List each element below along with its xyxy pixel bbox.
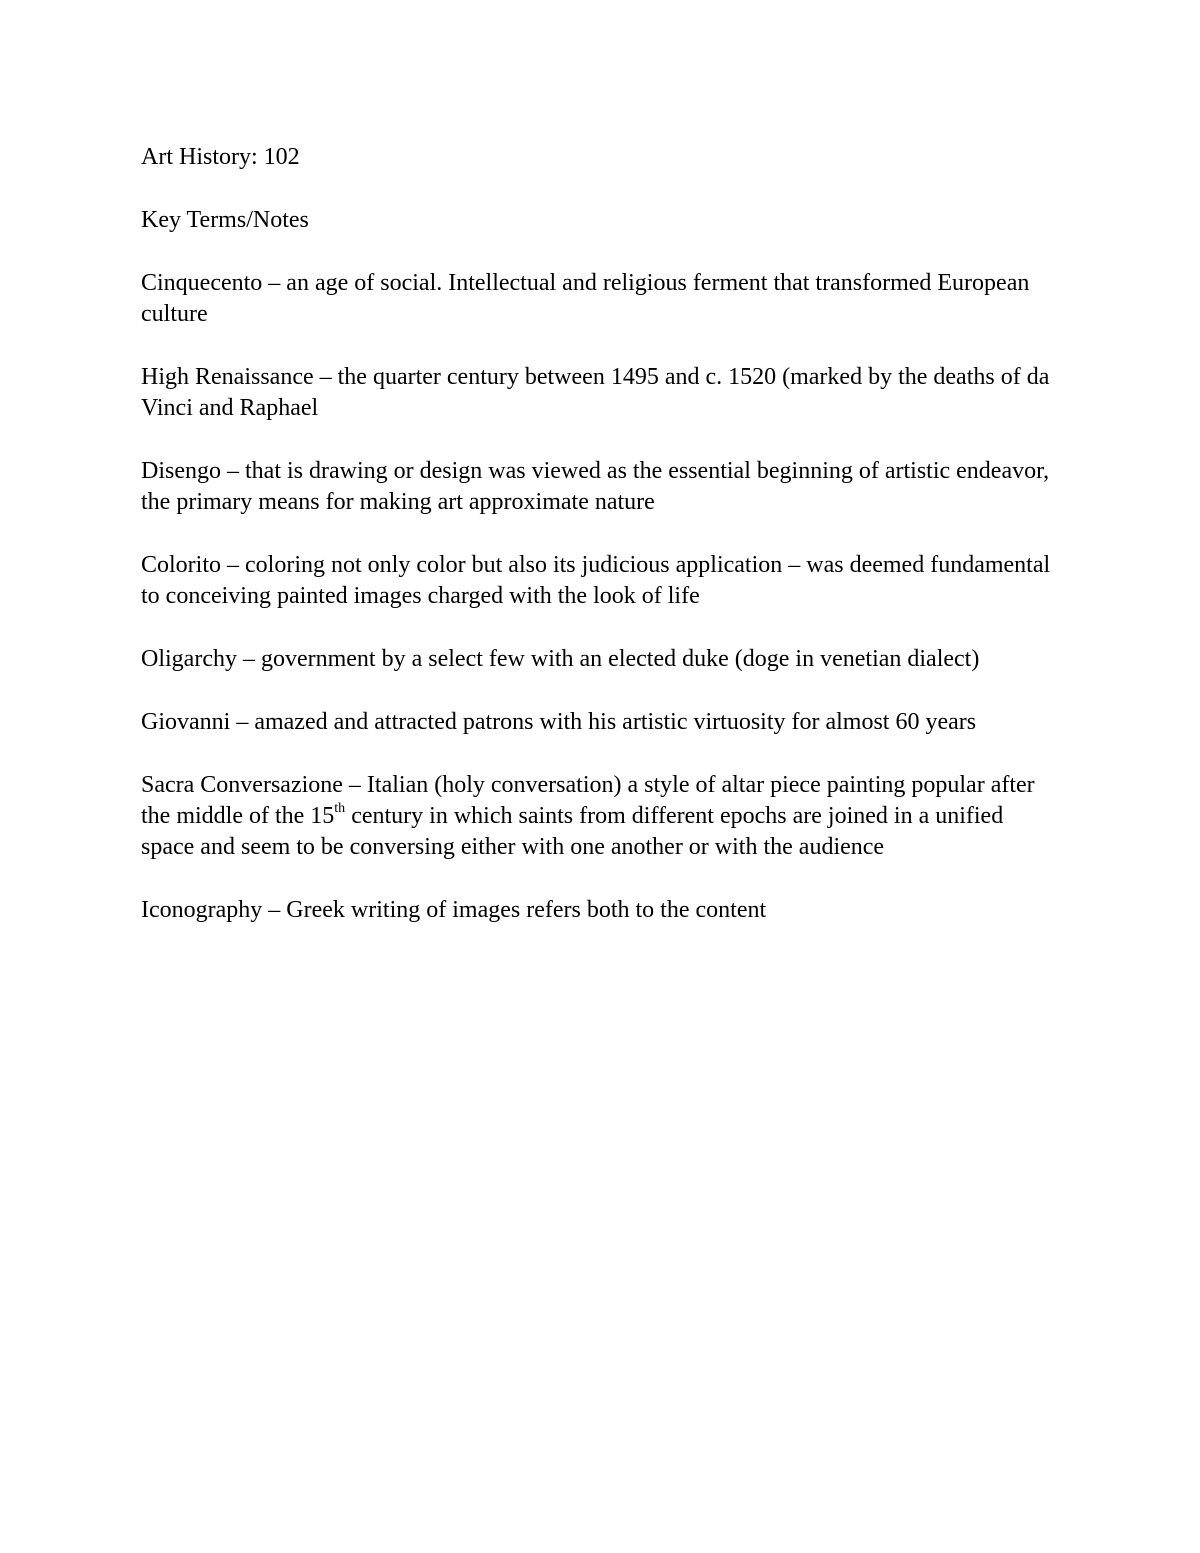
term-sacra-conversazione: [141, 770, 1061, 863]
document-body: [141, 142, 1061, 958]
term-sacra-conversazione-text-start: Sacra Conversazione – Italian (holy conversation) a style of altar piece painting popular after the middle of the 15: [141, 772, 1035, 829]
term-sacra-conversazione-text-end: century in which saints from different epochs are joined in a unified space and seem to be conversing either with one another or with the audience: [141, 803, 1004, 860]
term-disengo: Disengo – that is drawing or design was viewed as the essential beginning of artistic endeavor, the primary means for making art approximate nature: [141, 458, 1050, 515]
term-cinquecento: Cinquecento – an age of social. Intellectual and religious ferment that transformed European culture: [141, 270, 1030, 327]
term-colorito: Colorito – coloring not only color but also its judicious application – was deemed fundamental to conceiving painted images charged with the look of life: [141, 552, 1051, 609]
term-iconography: Iconography – Greek writing of images refers both to the content: [141, 897, 767, 923]
section-heading: Key Terms/Notes: [141, 207, 309, 233]
term-giovanni: Giovanni – amazed and attracted patrons with his artistic virtuosity for almost 60 years: [141, 709, 977, 735]
course-title: Art History: 102: [141, 144, 300, 170]
ordinal-superscript: th: [334, 801, 346, 816]
term-high-renaissance: High Renaissance – the quarter century between 1495 and c. 1520 (marked by the deaths of da Vinci and Raphael: [141, 364, 1050, 421]
term-oligarchy: Oligarchy – government by a select few with an elected duke (doge in venetian dialect): [141, 646, 980, 672]
